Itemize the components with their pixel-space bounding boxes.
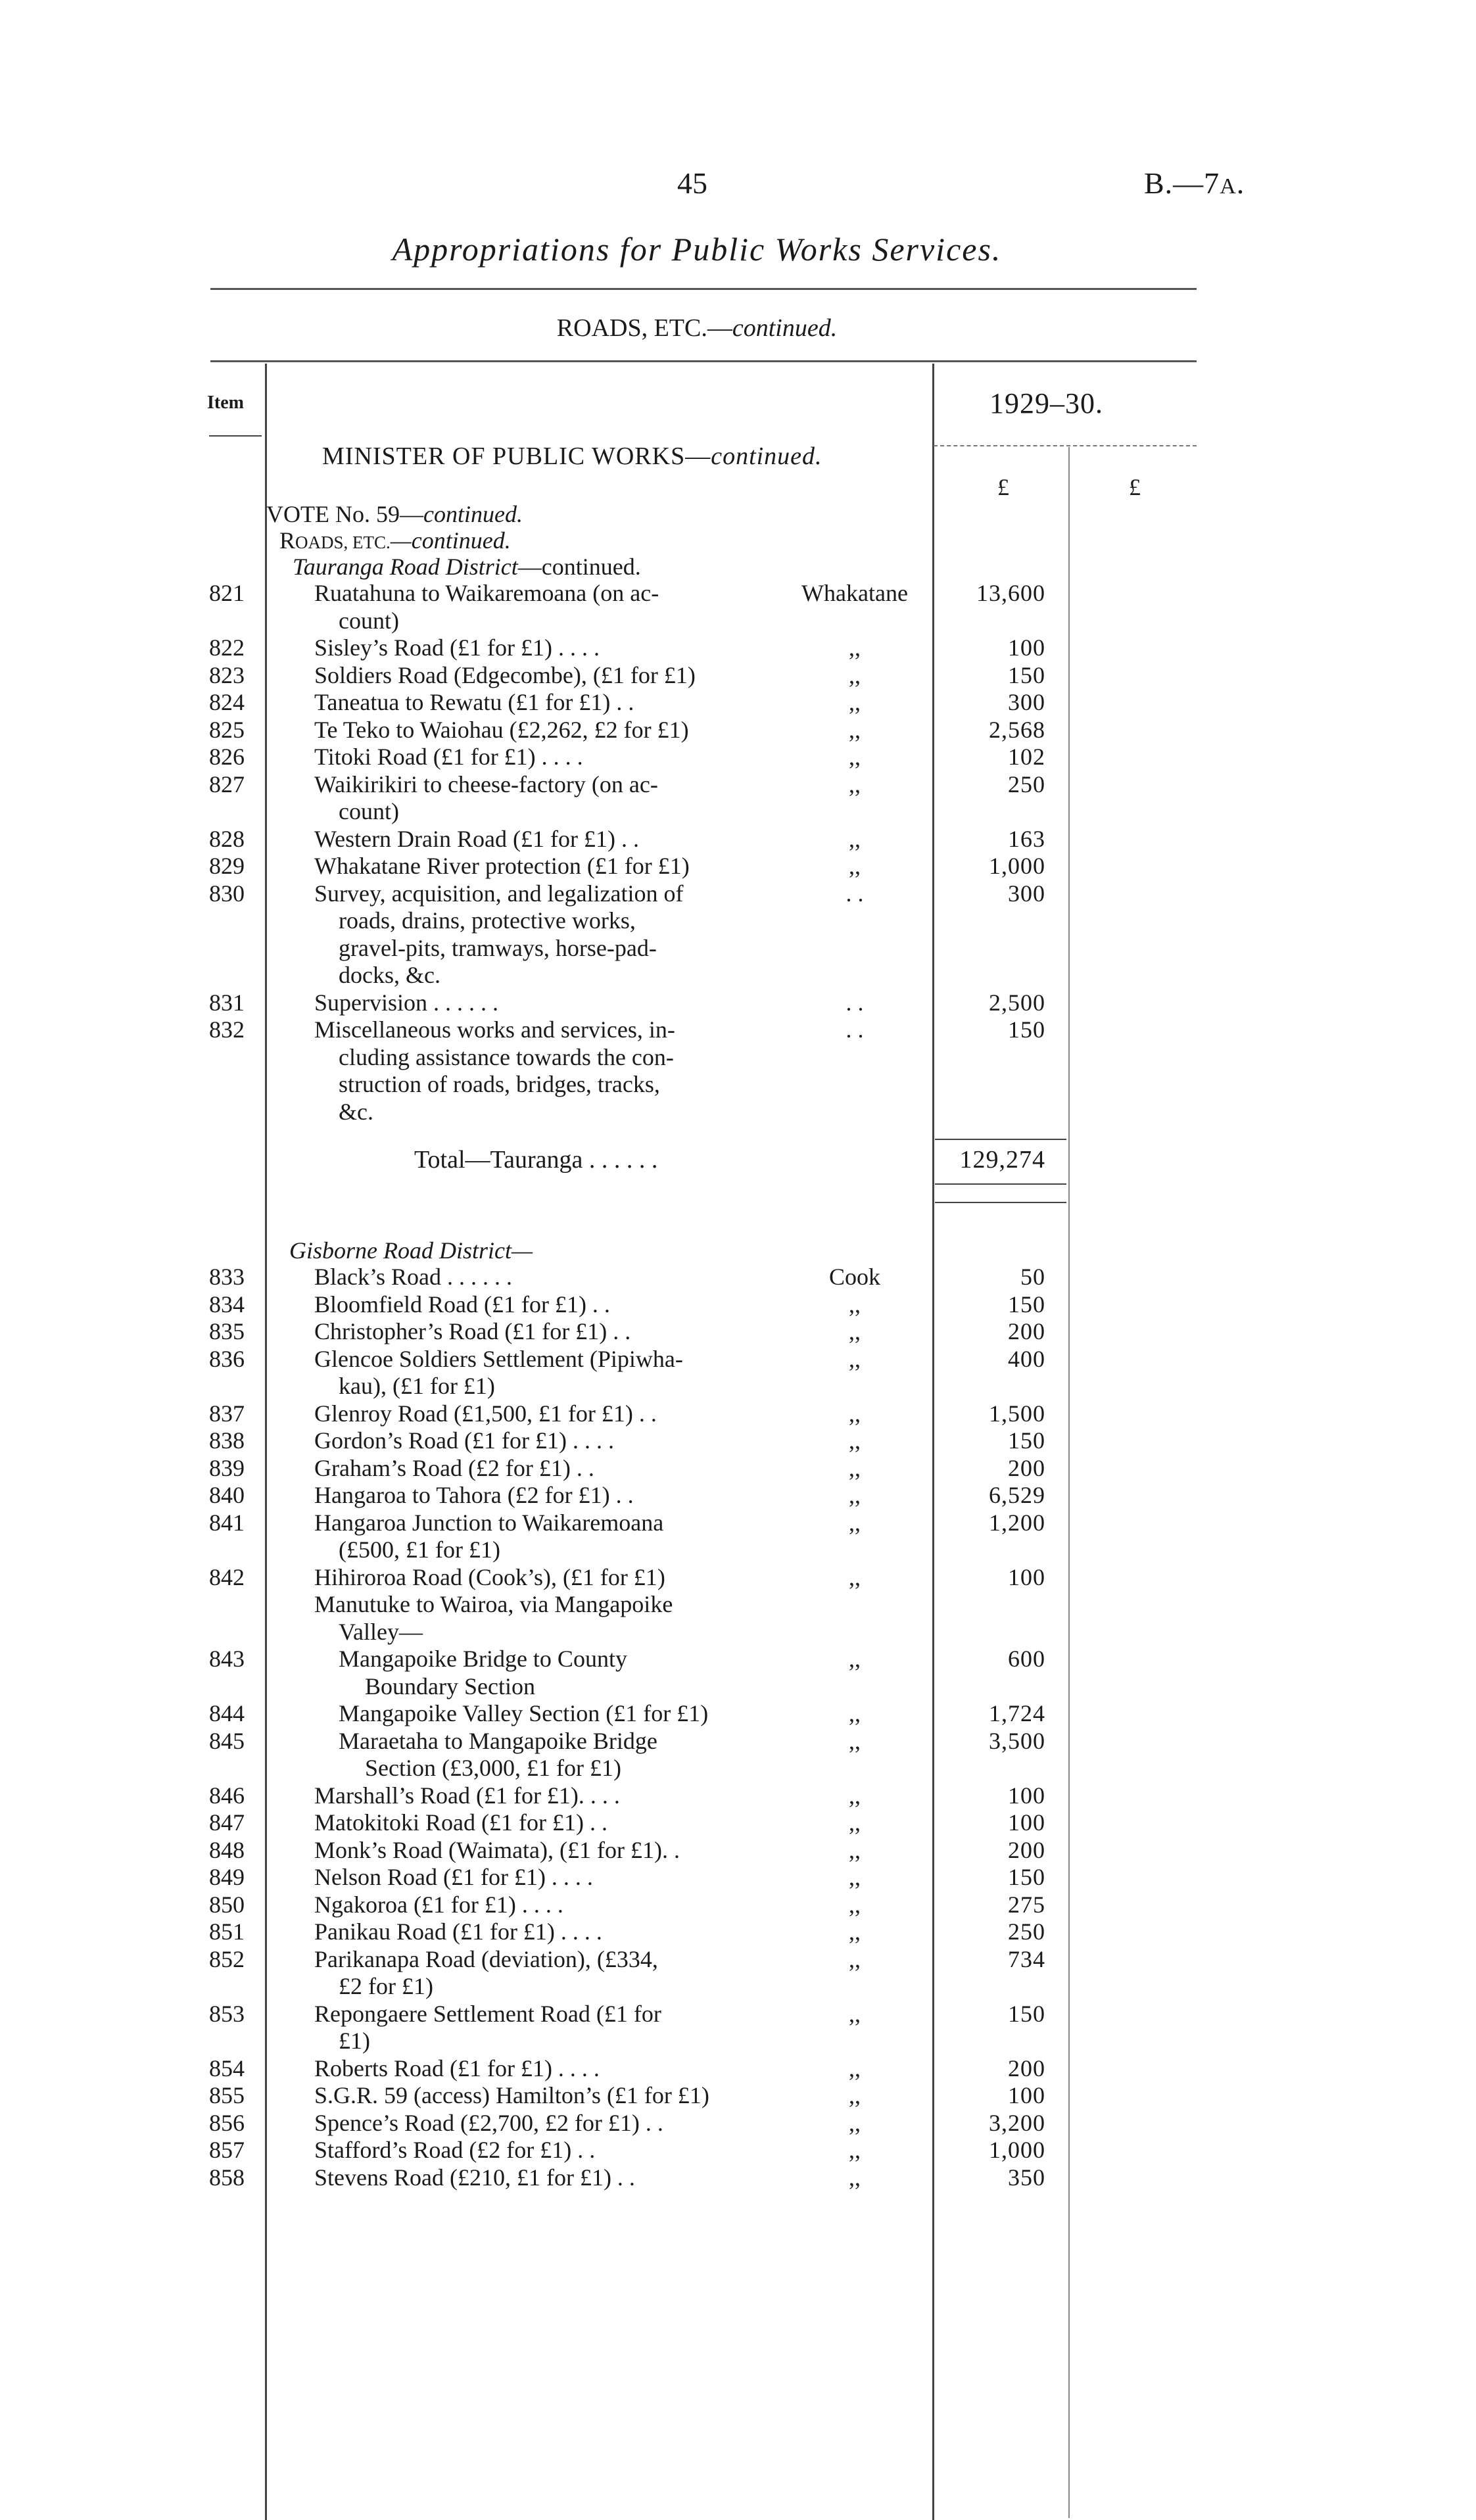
item-number: 856	[209, 2109, 245, 2136]
item-district: ,,	[849, 1727, 861, 1754]
item-amount: 150	[1008, 661, 1045, 688]
item-district: Cook	[828, 1264, 880, 1290]
item-amount: 1,000	[989, 2137, 1045, 2163]
item-amount: 275	[1008, 1891, 1045, 1918]
item-number: 828	[209, 825, 245, 852]
item-district: . .	[845, 989, 864, 1016]
item-district: ,,	[849, 1864, 861, 1890]
total-top-rule	[935, 1139, 1066, 1140]
reference-code: B.—7	[1144, 166, 1220, 200]
item-description: Glenroy Road (£1,500, £1 for £1) . .	[314, 1400, 657, 1427]
item-amount: 13,600	[976, 580, 1045, 606]
item-description: S.G.R. 59 (access) Hamilton’s (£1 for £1)	[314, 2082, 709, 2108]
item-number: 834	[209, 1291, 245, 1318]
item-district: ,,	[849, 1836, 861, 1863]
item-district: ,,	[849, 634, 861, 661]
item-amount: 150	[1008, 1864, 1045, 1890]
item-description: Bloomfield Road (£1 for £1) . .	[314, 1291, 610, 1318]
item-amount: 200	[1008, 1454, 1045, 1481]
item-amount: 600	[1008, 1646, 1045, 1672]
item-description: Titoki Road (£1 for £1) . . . .	[314, 744, 583, 770]
roads-subheading-continued: —continued.	[390, 527, 511, 554]
item-description: Spence’s Road (£2,700, £2 for £1) . .	[314, 2109, 663, 2136]
item-description: Nelson Road (£1 for £1) . . . .	[314, 1864, 593, 1890]
item-number: 843	[209, 1646, 245, 1672]
item-district: ,,	[849, 1482, 861, 1508]
item-district: ,,	[849, 2082, 861, 2108]
minister-heading	[322, 442, 822, 471]
item-number: 850	[209, 1891, 245, 1918]
tauranga-district-continued: —continued.	[517, 554, 641, 580]
page-title: Appropriations for Public Works Services.	[392, 231, 1002, 268]
roads-subheading	[279, 527, 511, 556]
item-number: 838	[209, 1427, 245, 1454]
item-amount: 6,529	[989, 1482, 1045, 1508]
item-description: Stevens Road (£210, £1 for £1) . .	[314, 2164, 635, 2191]
item-amount: 1,000	[989, 853, 1045, 879]
item-district: ,,	[849, 2109, 861, 2136]
item-number: 858	[209, 2164, 245, 2191]
item-description: Monk’s Road (Waimata), (£1 for £1). .	[314, 1836, 680, 1863]
item-amount: 150	[1008, 2000, 1045, 2027]
item-number: 840	[209, 1482, 245, 1508]
item-description: Glencoe Soldiers Settlement (Pipiwha-	[314, 1345, 683, 1372]
item-number: 848	[209, 1836, 245, 1863]
item-amount: 3,200	[989, 2109, 1045, 2136]
item-description: Hangaroa Junction to Waikaremoana	[314, 1509, 664, 1536]
item-description: Survey, acquisition, and legalization of	[314, 880, 684, 907]
vote-heading-main: VOTE No. 59—	[266, 501, 423, 527]
roads-subheading-main: OADS, ETC.	[295, 533, 391, 552]
item-number: 827	[209, 771, 245, 797]
item-description-continued: £1)	[339, 2028, 370, 2054]
item-description-continued: Valley—	[339, 1618, 423, 1645]
item-description: Christopher’s Road (£1 for £1) . .	[314, 1318, 631, 1344]
item-description: Mangapoike Bridge to County	[339, 1646, 627, 1672]
item-description-continued: Boundary Section	[365, 1673, 535, 1700]
item-number: 836	[209, 1345, 245, 1372]
item-number: 829	[209, 853, 245, 879]
tauranga-district-name: Tauranga Road District	[293, 554, 518, 580]
item-district: ,,	[849, 1918, 861, 1945]
item-description: Whakatane River protection (£1 for £1)	[314, 853, 690, 879]
item-number: 849	[209, 1864, 245, 1890]
item-amount: 100	[1008, 1809, 1045, 1836]
second-amount-divider	[1068, 447, 1070, 2518]
item-amount: 400	[1008, 1345, 1045, 1372]
item-district: ,,	[849, 853, 861, 879]
item-number: 822	[209, 634, 245, 661]
item-district: ,,	[849, 661, 861, 688]
item-amount: 100	[1008, 1782, 1045, 1809]
item-district: . .	[845, 1016, 864, 1043]
item-description: Ruatahuna to Waikaremoana (on ac-	[314, 580, 659, 606]
item-number: 835	[209, 1318, 245, 1344]
item-number: 825	[209, 716, 245, 743]
item-district: ,,	[849, 1345, 861, 1372]
item-district: ,,	[849, 2137, 861, 2163]
item-district: ,,	[849, 1700, 861, 1726]
gisborne-district-heading: Gisborne Road District—	[289, 1237, 533, 1264]
item-amount: 102	[1008, 744, 1045, 770]
item-description-continued: Section (£3,000, £1 for £1)	[365, 1755, 621, 1781]
item-district: ,,	[849, 2055, 861, 2081]
item-description: Hangaroa to Tahora (£2 for £1) . .	[314, 1482, 634, 1508]
item-description: Ngakoroa (£1 for £1) . . . .	[314, 1891, 563, 1918]
item-description-continued: roads, drains, protective works,	[339, 907, 636, 934]
item-number: 837	[209, 1400, 245, 1427]
item-number: 853	[209, 2000, 245, 2027]
item-description-continued: count)	[339, 607, 399, 634]
item-amount: 300	[1008, 880, 1045, 907]
item-amount: 250	[1008, 1918, 1045, 1945]
document-reference: B.—7A.	[1144, 166, 1245, 200]
item-amount: 100	[1008, 1563, 1045, 1590]
item-description: Black’s Road . . . . . .	[314, 1264, 512, 1290]
total-double-rule	[935, 1202, 1066, 1203]
item-district: Whakatane	[801, 580, 908, 606]
item-description: Matokitoki Road (£1 for £1) . .	[314, 1809, 607, 1836]
item-district: ,,	[849, 1563, 861, 1590]
item-district: ,,	[849, 1509, 861, 1536]
item-number: 823	[209, 661, 245, 688]
total-bottom-rule	[935, 1183, 1066, 1185]
vote-heading-continued: continued.	[423, 501, 523, 527]
section-heading-main: ROADS, ETC.—	[556, 314, 732, 342]
item-district: ,,	[849, 1400, 861, 1427]
item-amount: 200	[1008, 1318, 1045, 1344]
roads-subheading-initial: R	[279, 527, 296, 554]
year-column-header: 1929–30.	[989, 387, 1103, 419]
item-district: ,,	[849, 825, 861, 852]
year-header-rule	[934, 445, 1197, 446]
item-number: 821	[209, 580, 245, 606]
item-number: 851	[209, 1918, 245, 1945]
page-number: 45	[677, 166, 707, 200]
item-district: ,,	[849, 744, 861, 770]
item-amount: 350	[1008, 2164, 1045, 2191]
item-description: Manutuke to Wairoa, via Mangapoike	[314, 1591, 673, 1617]
item-description: Hihiroroa Road (Cook’s), (£1 for £1)	[314, 1563, 665, 1590]
item-description: Stafford’s Road (£2 for £1) . .	[314, 2137, 596, 2163]
item-amount: 1,500	[989, 1400, 1045, 1427]
minister-heading-main: MINISTER OF PUBLIC WORKS—	[322, 442, 711, 470]
item-district: ,,	[849, 1454, 861, 1481]
item-description-continued: (£500, £1 for £1)	[339, 1536, 500, 1563]
item-description: Roberts Road (£1 for £1) . . . .	[314, 2055, 600, 2081]
item-district: ,,	[849, 1782, 861, 1809]
total-tauranga-value: 129,274	[959, 1146, 1045, 1174]
item-amount: 163	[1008, 825, 1045, 852]
item-description: Western Drain Road (£1 for £1) . .	[314, 825, 639, 852]
item-number: 846	[209, 1782, 245, 1809]
item-amount: 2,500	[989, 989, 1045, 1016]
item-description-continued: &c.	[339, 1098, 373, 1125]
item-amount: 250	[1008, 771, 1045, 797]
item-description-continued: gravel-pits, tramways, horse-pad-	[339, 934, 657, 961]
item-district: ,,	[849, 1891, 861, 1918]
item-number: 839	[209, 1454, 245, 1481]
item-amount: 150	[1008, 1427, 1045, 1454]
item-column-header: Item	[207, 392, 244, 413]
item-description: Waikirikiri to cheese-factory (on ac-	[314, 771, 658, 797]
item-description: Gordon’s Road (£1 for £1) . . . .	[314, 1427, 614, 1454]
item-header-rule	[209, 435, 262, 437]
item-number: 831	[209, 989, 245, 1016]
item-description: Parikanapa Road (deviation), (£334,	[314, 1945, 658, 1972]
item-description-continued: docks, &c.	[339, 962, 440, 988]
item-district: ,,	[849, 689, 861, 715]
item-description: Miscellaneous works and services, in-	[314, 1016, 675, 1043]
item-description-continued: count)	[339, 798, 399, 824]
pound-sign-column-1: £	[997, 474, 1009, 500]
item-description: Panikau Road (£1 for £1) . . . .	[314, 1918, 602, 1945]
item-district: ,,	[849, 716, 861, 743]
item-district: ,,	[849, 1291, 861, 1318]
item-description: Graham’s Road (£2 for £1) . .	[314, 1454, 594, 1481]
item-amount: 300	[1008, 689, 1045, 715]
item-amount: 150	[1008, 1291, 1045, 1318]
item-number: 824	[209, 689, 245, 715]
item-description: Supervision . . . . . .	[314, 989, 499, 1016]
item-amount: 50	[1020, 1264, 1045, 1290]
item-number: 833	[209, 1264, 245, 1290]
item-number: 854	[209, 2055, 245, 2081]
item-district: ,,	[849, 2164, 861, 2191]
item-amount: 100	[1008, 2082, 1045, 2108]
item-district: ,,	[849, 1809, 861, 1836]
item-description: Maraetaha to Mangapoike Bridge	[339, 1727, 657, 1754]
item-description: Soldiers Road (Edgecombe), (£1 for £1)	[314, 661, 696, 688]
item-number: 826	[209, 744, 245, 770]
item-description-continued: struction of roads, bridges, tracks,	[339, 1071, 660, 1097]
item-number: 852	[209, 1945, 245, 1972]
item-number: 841	[209, 1509, 245, 1536]
item-number: 847	[209, 1809, 245, 1836]
item-amount: 2,568	[989, 716, 1045, 743]
item-amount: 200	[1008, 2055, 1045, 2081]
item-description: Taneatua to Rewatu (£1 for £1) . .	[314, 689, 634, 715]
vote-heading	[266, 501, 523, 527]
item-amount: 1,200	[989, 1509, 1045, 1536]
item-description-continued: kau), (£1 for £1)	[339, 1373, 495, 1399]
reference-suffix: A	[1220, 174, 1237, 199]
table-top-rule	[210, 360, 1197, 362]
item-description: Mangapoike Valley Section (£1 for £1)	[339, 1700, 709, 1726]
minister-heading-continued: continued.	[711, 442, 822, 470]
item-district: ,,	[849, 2000, 861, 2027]
item-number: 855	[209, 2082, 245, 2108]
item-amount: 3,500	[989, 1727, 1045, 1754]
item-description: Marshall’s Road (£1 for £1). . . .	[314, 1782, 620, 1809]
item-description: Sisley’s Road (£1 for £1) . . . .	[314, 634, 600, 661]
item-description: Repongaere Settlement Road (£1 for	[314, 2000, 661, 2027]
item-amount: 150	[1008, 1016, 1045, 1043]
item-number: 832	[209, 1016, 245, 1043]
title-rule	[210, 288, 1197, 290]
item-number: 845	[209, 1727, 245, 1754]
item-description-continued: £2 for £1)	[339, 1973, 433, 1999]
item-number: 857	[209, 2137, 245, 2163]
item-district: ,,	[849, 771, 861, 797]
item-district: ,,	[849, 1945, 861, 1972]
item-district: . .	[845, 880, 864, 907]
item-number: 830	[209, 880, 245, 907]
item-number: 844	[209, 1700, 245, 1726]
item-number: 842	[209, 1563, 245, 1590]
item-amount: 100	[1008, 634, 1045, 661]
section-heading-continued: continued.	[732, 314, 838, 342]
item-district: ,,	[849, 1318, 861, 1344]
item-description: Te Teko to Waiohau (£2,262, £2 for £1)	[314, 716, 689, 743]
item-amount: 200	[1008, 1836, 1045, 1863]
item-amount: 1,724	[989, 1700, 1045, 1726]
total-tauranga-label: Total—Tauranga . . . . . .	[414, 1146, 658, 1174]
item-district: ,,	[849, 1427, 861, 1454]
item-amount: 734	[1008, 1945, 1045, 1972]
pound-sign-column-2: £	[1129, 474, 1141, 500]
tauranga-district-heading	[293, 554, 641, 580]
item-district: ,,	[849, 1646, 861, 1672]
item-description-continued: cluding assistance towards the con-	[339, 1043, 674, 1070]
section-heading	[0, 314, 1394, 343]
